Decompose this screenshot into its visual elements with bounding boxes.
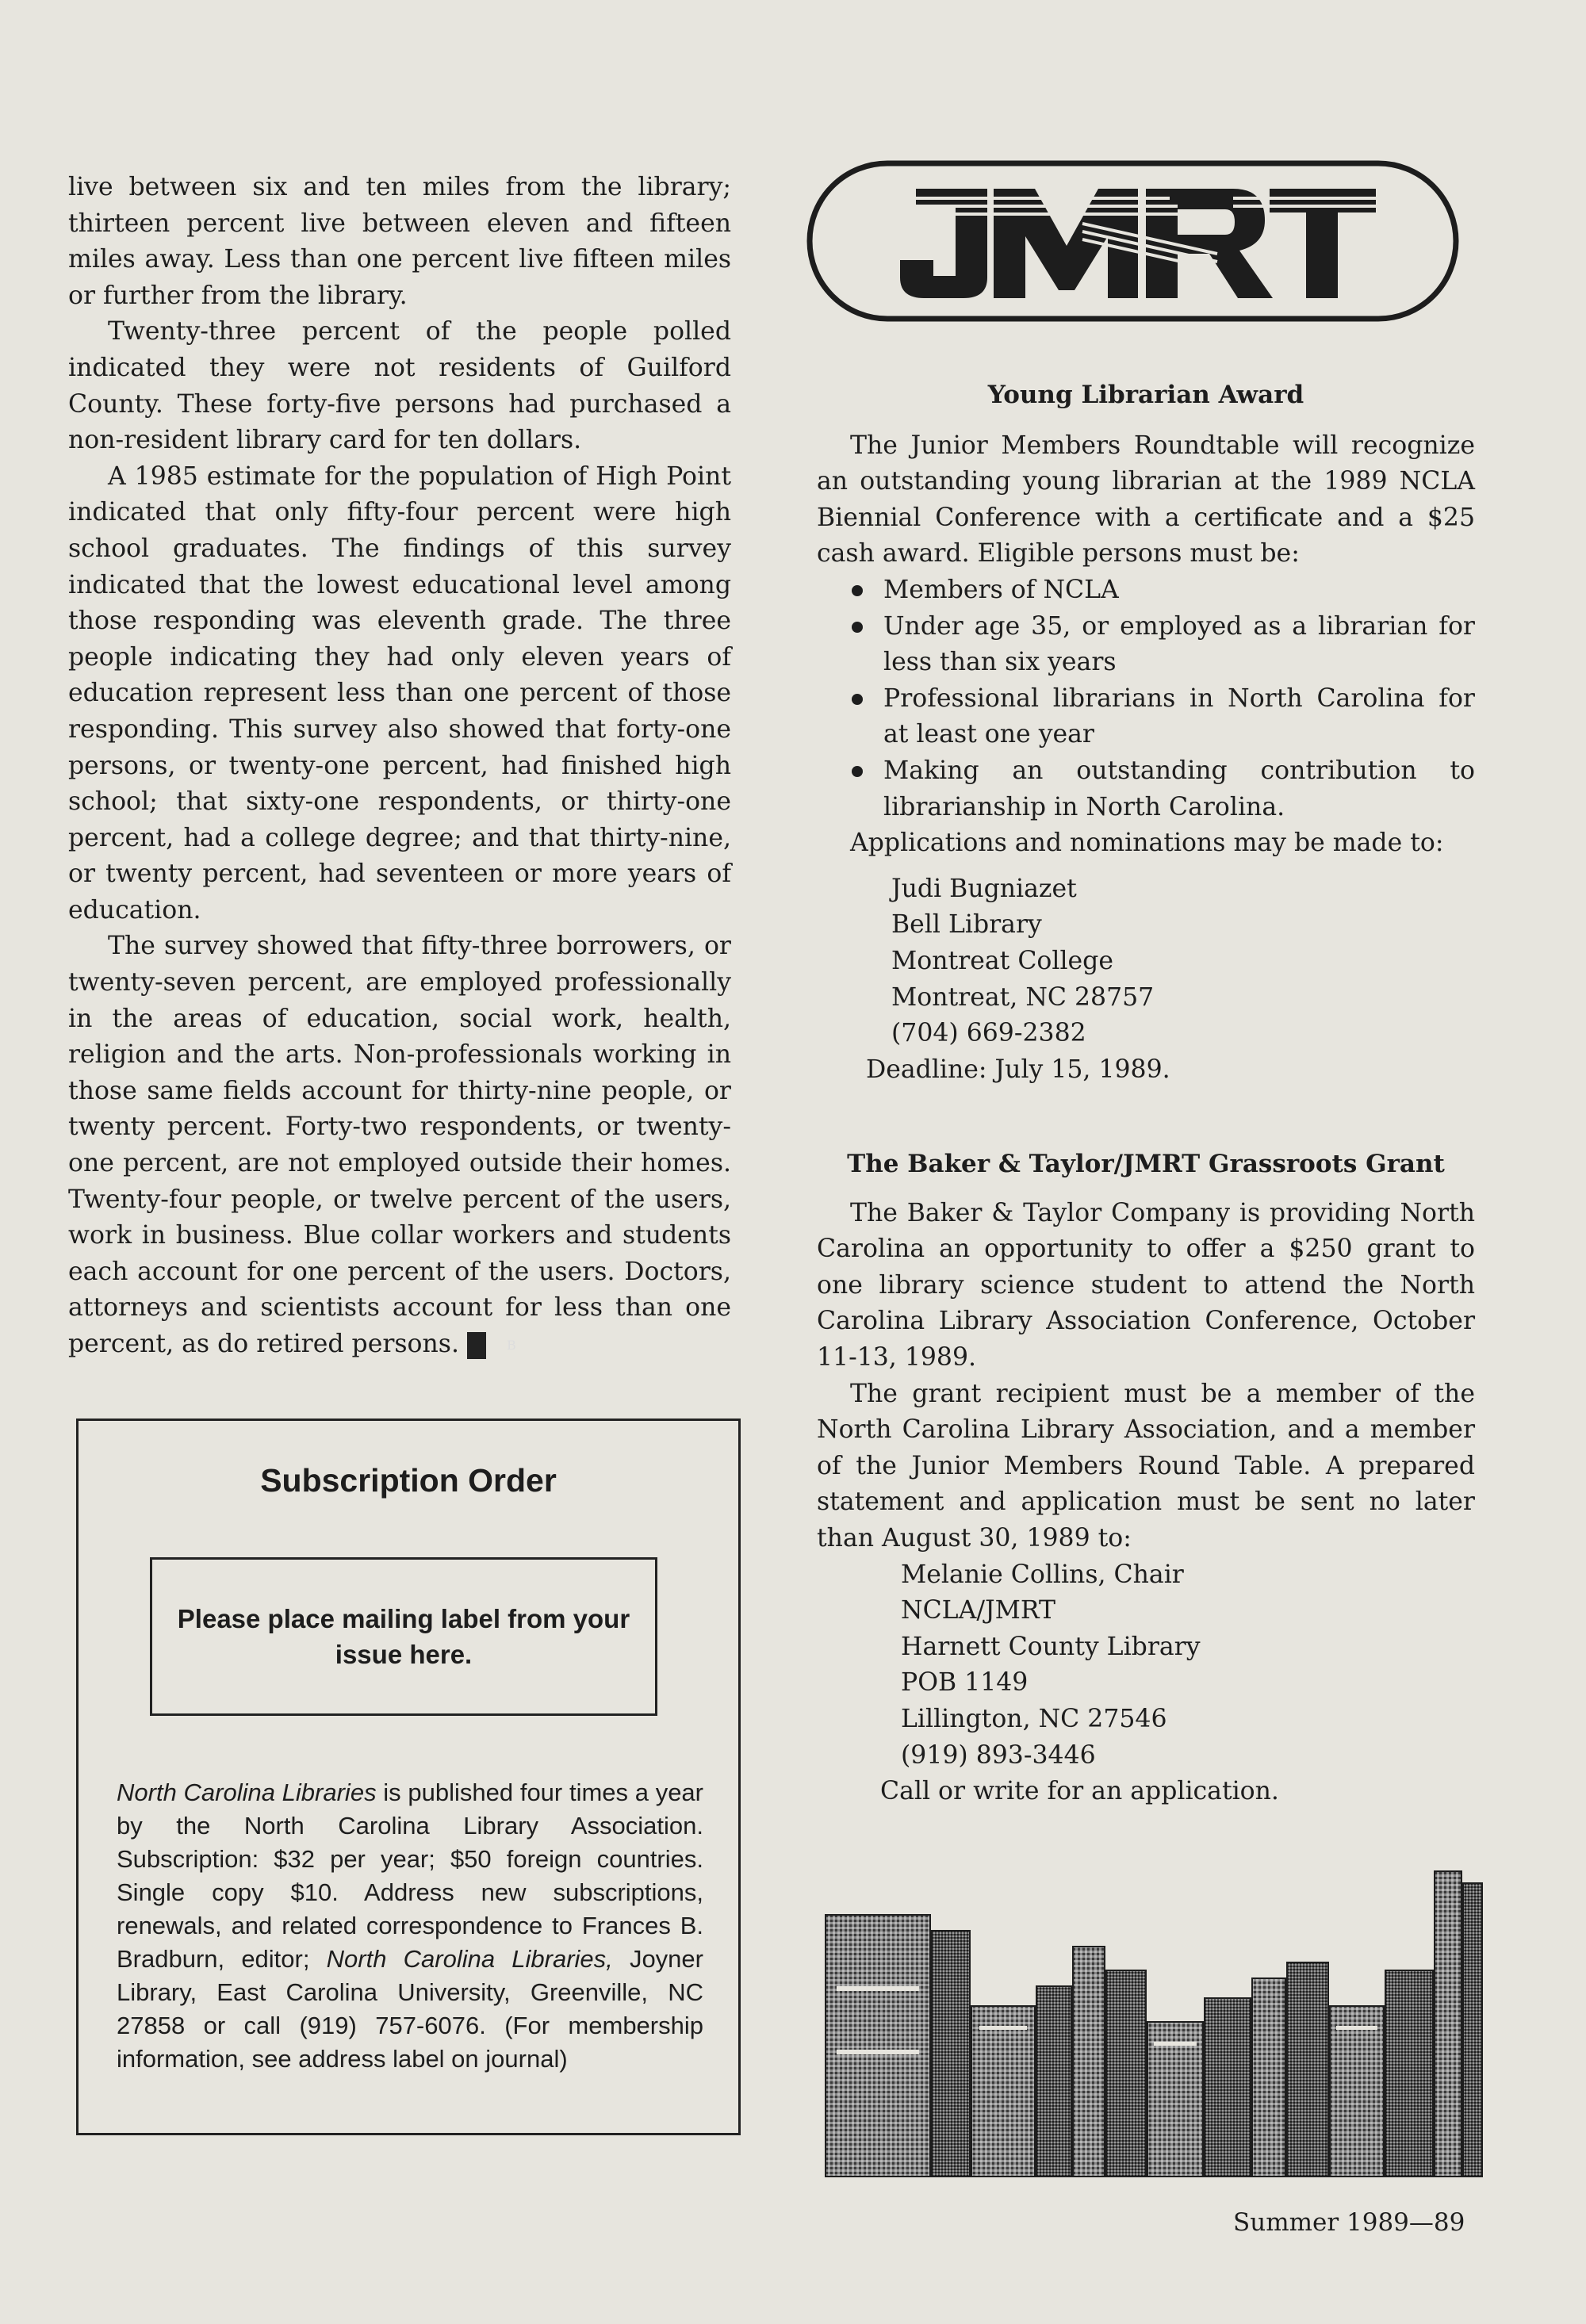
address-line: POB 1149 bbox=[901, 1668, 1029, 1698]
address-line: NCLA/JMRT bbox=[901, 1596, 1055, 1625]
list-item: Professional librarians in North Carolina for at least one year bbox=[850, 681, 1475, 753]
young-award-intro: The Junior Members Roundtable will recognize an outstanding young librarian at the 1989 NCLA Biennial Conference with a certificate and a $25 cash award. Eligible persons must be: bbox=[817, 431, 1475, 569]
bullet-icon bbox=[852, 766, 863, 777]
jmrt-logo-letters bbox=[900, 189, 1384, 298]
left-column bbox=[68, 170, 731, 1363]
end-mark-icon: B bbox=[467, 1332, 486, 1359]
eligibility-list bbox=[817, 572, 1475, 825]
grant-heading: The Baker & Taylor/JMRT Grassroots Grant bbox=[847, 1150, 1445, 1178]
body-paragraph-text: The survey showed that fifty-three borrowers, or twenty-seven percent, are employed professionally in the areas of education, social work, health, religion and the arts. Non-professionals working in those same fields account for thirty-nine people, or twenty percent. Forty-two respondents, or twenty-one percent, are not employed outside their homes. Twenty-four people, or twelve percent of the users, work in business. Blue collar workers and students each account for one percent of the users. Doctors, attorneys and scientists account for less than one percent, as do retired persons. bbox=[68, 932, 731, 1358]
body-paragraph: Twenty-three percent of the people polled indicated they were not residents of Guilford County. These forty-five persons had purchased a non-resident library card for ten dollars. bbox=[68, 317, 731, 455]
address-line: Judi Bugniazet bbox=[891, 874, 1077, 903]
subscription-order-box bbox=[76, 1419, 741, 2135]
grant-paragraph: The Baker & Taylor Company is providing North Carolina an opportunity to offer a $250 grant to one library science student to attend the North Carolina Library Association Conference, October 11-13, 1989. bbox=[817, 1198, 1475, 1372]
page-folio: Summer 1989—89 bbox=[1233, 2208, 1465, 2237]
body-paragraph: A 1985 estimate for the population of High Point indicated that only fifty-four percent were high school graduates. The findings of this survey indicated that the lowest educational level among those responding was eleventh grade. The three people indicating they had only eleven years of education represent less than one percent of those responding. This survey also showed that forty-one persons, or twenty-one percent, had finished high school; that sixty-one respondents, or thirty-one percent, had a college degree; and that thirty-nine, or twenty percent, had seventeen or more years of education. bbox=[68, 461, 731, 925]
journal-name-2: North Carolina Libraries, bbox=[326, 1945, 613, 1973]
list-item: Making an outstanding contribution to librarianship in North Carolina. bbox=[850, 753, 1475, 825]
books-illustration bbox=[821, 1867, 1487, 2180]
list-item: Under age 35, or employed as a librarian for less than six years bbox=[850, 609, 1475, 681]
bullet-icon bbox=[852, 694, 863, 705]
mailing-label-text: Please place mailing label from your issue here. bbox=[177, 1604, 630, 1669]
address-line: Montreat, NC 28757 bbox=[891, 982, 1155, 1012]
address-line: Harnett County Library bbox=[901, 1632, 1201, 1661]
subscription-text-2: Joyner Library, East Carolina University, Greenville, NC 27858 or call (919) 757-6076. (For membership information, see address label on journal) bbox=[117, 1945, 703, 2073]
body-paragraph bbox=[68, 928, 731, 1362]
young-award-heading: Young Librarian Award bbox=[987, 381, 1304, 409]
bullet-icon bbox=[852, 622, 863, 633]
address-line: Montreat College bbox=[891, 946, 1113, 975]
subscription-text-1: is published four times a year by the North Carolina Library Association. Subscription: $32 per year; $50 foreign countries. Single copy $10. Address new subscriptions, renewals, and related correspondence to Frances B. Bradburn, editor; bbox=[117, 1778, 703, 1973]
apply-text: Applications and nominations may be made to: bbox=[850, 829, 1444, 858]
address-line: (704) 669-2382 bbox=[891, 1019, 1086, 1048]
subscription-text bbox=[117, 1776, 703, 2076]
young-librarian-award-section bbox=[817, 377, 1475, 1088]
journal-name: North Carolina Libraries bbox=[117, 1778, 377, 1806]
address-line: Melanie Collins, Chair bbox=[901, 1560, 1184, 1589]
jmrt-logo bbox=[805, 159, 1461, 324]
address-line: (919) 893-3446 bbox=[901, 1740, 1096, 1770]
mailing-label-area bbox=[150, 1557, 657, 1716]
grant-closing: Call or write for an application. bbox=[880, 1777, 1279, 1806]
address-line: Bell Library bbox=[891, 910, 1042, 940]
bullet-icon bbox=[852, 585, 863, 596]
grant-paragraph: The grant recipient must be a member of the North Carolina Library Association, and a member of the Junior Members Round Table. A prepared statement and application must be sent no later than August 30, 1989 to: bbox=[817, 1379, 1475, 1553]
deadline: Deadline: July 15, 1989. bbox=[866, 1055, 1170, 1084]
list-item: Members of NCLA bbox=[850, 572, 1475, 609]
body-paragraph: live between six and ten miles from the library; thirteen percent live between eleven and fifteen miles away. Less than one percent live fifteen miles or further from the library. bbox=[68, 173, 731, 310]
grassroots-grant-section bbox=[817, 1147, 1475, 1810]
address-line: Lillington, NC 27546 bbox=[901, 1704, 1167, 1733]
subscription-title: Subscription Order bbox=[260, 1462, 557, 1499]
